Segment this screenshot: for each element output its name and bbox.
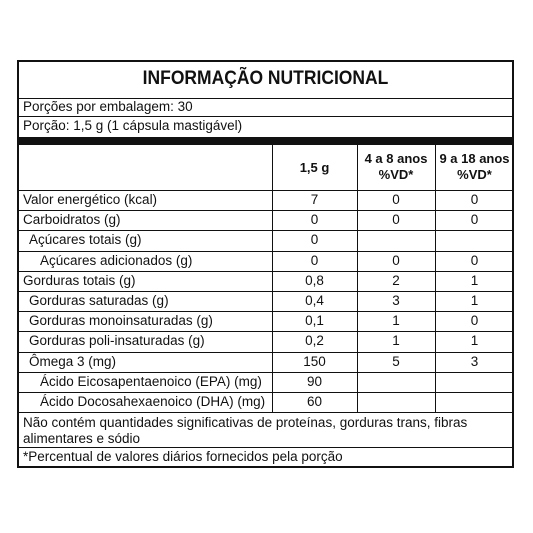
nutrient-value: 0	[392, 212, 400, 228]
nutrient-label: Ômega 3 (mg)	[29, 353, 117, 369]
row-divider	[19, 271, 514, 272]
nutrient-value: 0	[310, 252, 319, 268]
nutrient-value: 150	[303, 353, 326, 369]
row-divider	[19, 372, 514, 373]
nutrient-value: 0	[470, 252, 479, 268]
nutrient-value: 0,8	[305, 272, 324, 288]
servings-per-package: Porções por embalagem: 30	[23, 99, 193, 114]
nutrient-value: 0	[392, 252, 400, 268]
nutrient-value: 3	[470, 353, 479, 369]
nutrient-value: 7	[310, 192, 319, 207]
footnote-divider	[19, 447, 512, 448]
nutrient-value: 0	[470, 212, 479, 228]
nutrient-value: 1	[470, 293, 479, 308]
nutrient-label: Açúcares totais (g)	[29, 232, 142, 248]
row-divider	[19, 311, 514, 312]
row-divider	[19, 291, 514, 292]
nutrient-value: 3	[392, 293, 400, 308]
nutrition-facts-label	[17, 60, 514, 468]
nutrient-value: 60	[306, 394, 323, 409]
column-header-line: 1,5 g	[299, 160, 330, 175]
nutrient-value: 0	[310, 232, 319, 248]
servings-divider	[19, 116, 512, 117]
nutrient-value: 0,2	[305, 333, 324, 349]
nutrient-label: Ácido Docosahexaenoico (DHA) (mg)	[40, 394, 266, 409]
column-header	[272, 160, 357, 176]
row-divider	[19, 392, 514, 393]
row-divider	[19, 331, 514, 332]
column-header	[357, 151, 435, 183]
row-divider	[19, 352, 514, 353]
column-header-line: 4 a 8 anos	[364, 151, 428, 166]
nutrient-value: 0	[470, 313, 479, 329]
table-bottom-divider	[19, 412, 512, 413]
nutrient-value: 1	[470, 272, 479, 288]
nutrient-value: 2	[392, 272, 400, 288]
nutrient-label: Ácido Eicosapentaenoico (EPA) (mg)	[40, 373, 262, 389]
nutrient-value: 1	[470, 333, 479, 349]
serving-size: Porção: 1,5 g (1 cápsula mastigável)	[23, 118, 243, 133]
row-divider	[19, 251, 514, 252]
column-header-line: %VD*	[457, 167, 492, 182]
nutrient-label: Gorduras poli-insaturadas (g)	[29, 333, 205, 349]
header-thick-divider	[19, 137, 512, 145]
nutrient-label: Valor energético (kcal)	[23, 192, 158, 207]
label-title: INFORMAÇÃO NUTRICIONAL	[142, 68, 389, 89]
nutrient-value: 90	[306, 373, 323, 389]
nutrient-label: Açúcares adicionados (g)	[40, 252, 193, 268]
nutrient-value: 1	[392, 333, 400, 349]
header-row-divider	[19, 190, 512, 191]
row-divider	[19, 210, 514, 211]
nutrient-label: Carboidratos (g)	[23, 212, 121, 228]
daily-values-note: *Percentual de valores diários fornecidos pela porção	[23, 449, 343, 464]
nutrient-value: 0	[392, 192, 400, 207]
nutrient-label: Gorduras monoinsaturadas (g)	[29, 313, 213, 329]
nutrient-value: 0	[470, 192, 479, 207]
nutrient-value: 0,4	[305, 293, 324, 308]
column-header-line: 9 a 18 anos	[439, 151, 510, 166]
nutrient-value: 1	[392, 313, 400, 329]
nutrient-value: 0,1	[305, 313, 324, 329]
row-divider	[19, 230, 514, 231]
column-header	[435, 151, 514, 183]
nutrient-label: Gorduras saturadas (g)	[29, 293, 169, 308]
column-header-line: %VD*	[378, 167, 414, 182]
footnote-line-2: alimentares e sódio	[23, 431, 141, 446]
nutrient-label: Gorduras totais (g)	[23, 272, 136, 288]
nutrient-value: 0	[310, 212, 319, 228]
footnote-line-1: Não contém quantidades significativas de proteínas, gorduras trans, fibras	[23, 415, 468, 430]
nutrient-value: 5	[392, 353, 400, 369]
